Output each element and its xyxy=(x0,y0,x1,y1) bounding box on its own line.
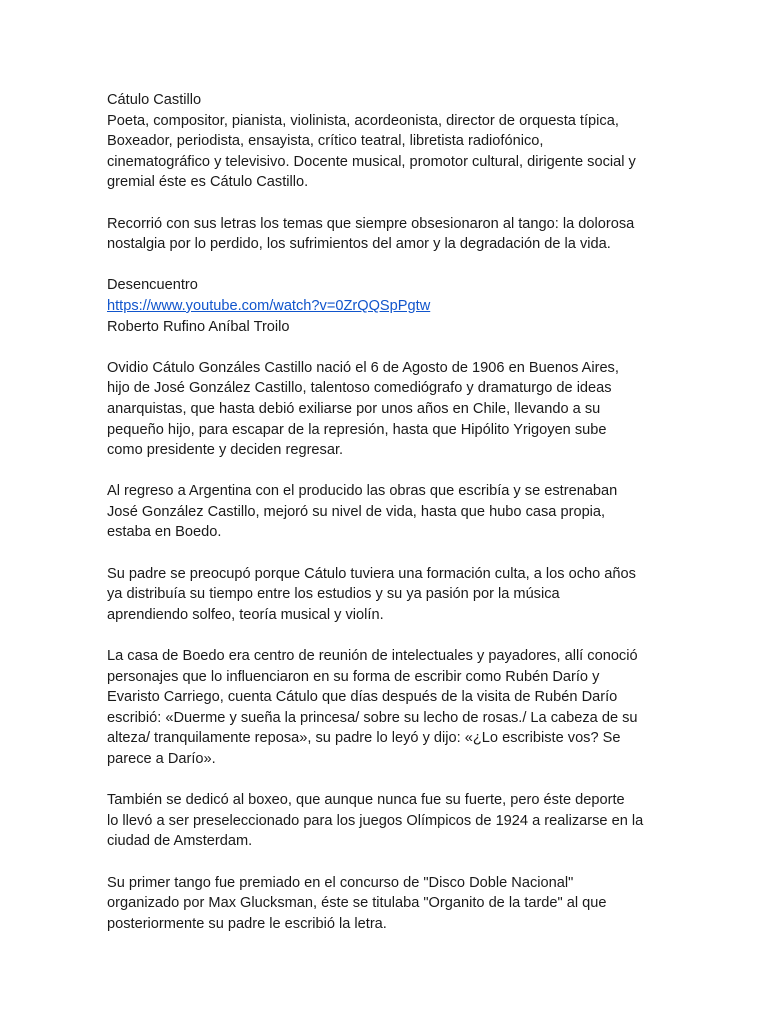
song-section xyxy=(107,275,667,337)
paragraph-line: como presidente y deciden regresar. xyxy=(107,442,344,459)
paragraph-birth xyxy=(107,358,667,461)
paragraph-line: lo llevó a ser preseleccionado para los juegos Olímpicos de 1924 a realizarse en la xyxy=(107,812,644,829)
paragraph-boedo xyxy=(107,646,667,770)
paragraph-line: personajes que lo influenciaron en su forma de escribir como Rubén Darío y xyxy=(107,668,600,685)
paragraph-education xyxy=(107,564,667,626)
paragraph-line: Ovidio Cátulo Gonzáles Castillo nació el 6 de Agosto de 1906 en Buenos Aires, xyxy=(107,359,619,376)
paragraph-first-tango xyxy=(107,873,667,935)
paragraph-line: posteriormente su padre le escribió la letra. xyxy=(107,915,387,932)
paragraph-line: escribió: «Duerme y sueña la princesa/ sobre su lecho de rosas./ La cabeza de su xyxy=(107,709,638,726)
paragraph-line: Recorrió con sus letras los temas que siempre obsesionaron al tango: la dolorosa xyxy=(107,215,635,232)
paragraph-line: organizado por Max Glucksman, éste se titulaba "Organito de la tarde" al que xyxy=(107,895,607,912)
paragraph-line: anarquistas, que hasta debió exiliarse por unos años en Chile, llevando a su xyxy=(107,400,601,417)
intro-line: Boxeador, periodista, ensayista, crítico teatral, libretista radiofónico, xyxy=(107,133,544,150)
intro-line: cinematográfico y televisivo. Docente musical, promotor cultural, dirigente social y xyxy=(107,153,636,170)
paragraph-line: ya distribuía su tiempo entre los estudios y su ya pasión por la música xyxy=(107,586,560,603)
document-page xyxy=(107,90,667,955)
paragraph-line: ciudad de Amsterdam. xyxy=(107,833,253,850)
paragraph-line: Su primer tango fue premiado en el concurso de "Disco Doble Nacional" xyxy=(107,874,574,891)
paragraph-line: parece a Darío». xyxy=(107,751,216,767)
paragraph-line: La casa de Boedo era centro de reunión de intelectuales y payadores, allí conoció xyxy=(107,648,638,665)
paragraph-return xyxy=(107,481,667,543)
song-title: Desencuentro xyxy=(107,277,198,294)
paragraph-line: estaba en Boedo. xyxy=(107,524,222,541)
paragraph-line: pequeño hijo, para escapar de la represión, hasta que Hipólito Yrigoyen sube xyxy=(107,421,607,438)
song-performers: Roberto Rufino Aníbal Troilo xyxy=(107,318,290,335)
paragraph-line: Al regreso a Argentina con el producido las obras que escribía y se estrenaban xyxy=(107,483,618,500)
document-title: Cátulo Castillo xyxy=(107,92,202,108)
paragraph-line: También se dedicó al boxeo, que aunque nunca fue su fuerte, pero éste deporte xyxy=(107,792,625,809)
intro-section xyxy=(107,90,667,193)
paragraph-line: hijo de José González Castillo, talentoso comediógrafo y dramaturgo de ideas xyxy=(107,380,612,397)
intro-line: gremial éste es Cátulo Castillo. xyxy=(107,174,309,191)
paragraph-line: José González Castillo, mejoró su nivel de vida, hasta que hubo casa propia, xyxy=(107,503,606,520)
paragraph-line: nostalgia por lo perdido, los sufrimientos del amor y la degradación de la vida. xyxy=(107,236,611,253)
paragraph-line: alteza/ tranquilamente reposa», su padre lo leyó y dijo: «¿Lo escribiste vos? Se xyxy=(107,730,621,747)
paragraph-line: Su padre se preocupó porque Cátulo tuviera una formación culta, a los ocho años xyxy=(107,565,636,582)
paragraph-line: aprendiendo solfeo, teoría musical y violín. xyxy=(107,606,384,623)
youtube-link[interactable]: https://www.youtube.com/watch?v=0ZrQQSpPgtw xyxy=(107,297,431,314)
paragraph-line: Evaristo Carriego, cuenta Cátulo que días después de la visita de Rubén Darío xyxy=(107,689,618,706)
paragraph-boxing xyxy=(107,790,667,852)
themes-paragraph xyxy=(107,214,667,255)
intro-line: Poeta, compositor, pianista, violinista, acordeonista, director de orquesta típica, xyxy=(107,112,619,129)
